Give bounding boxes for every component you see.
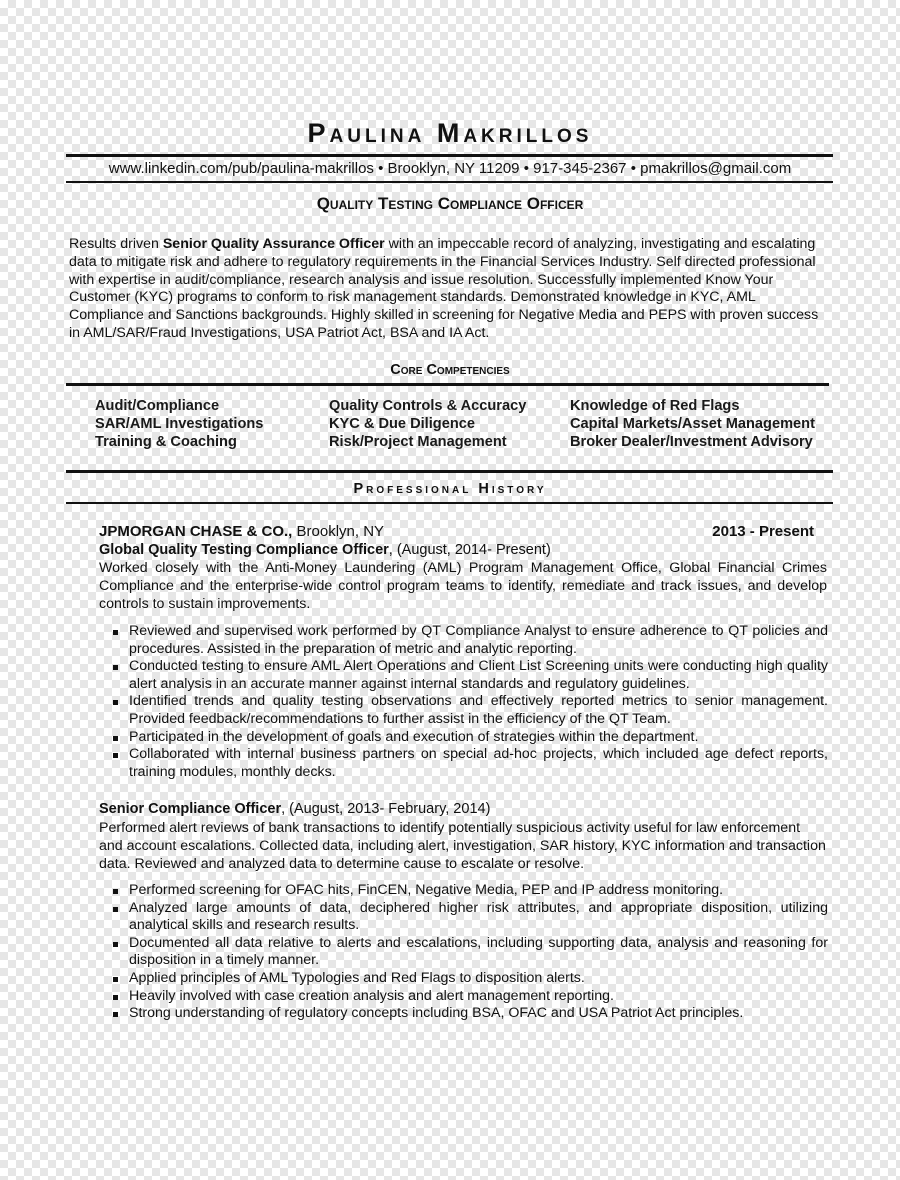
- summary-body: with an impeccable record of analyzing, investigating and escalating data to mitigate risk and adhere to regulatory requirements in the Financial Services Industry. Self directed professional with expertise in audit/compliance, research analysis and issue resolution. Successfully implemented Know Your Customer (KYC) programs to conform to risk management standards. Demonstrated knowledge in KYC, AML Compliance and Sanctions backgrounds. Highly skilled in screening for Negative Media and PEPS with proven success in AML/SAR/Fraud Investigations, USA Patriot Act, BSA and IA Act.: [69, 236, 819, 341]
- competency-item: KYC & Due Diligence: [329, 415, 475, 432]
- summary-paragraph: [69, 236, 829, 343]
- bullet-item: Heavily involved with case creation analysis and alert management reporting.: [112, 988, 828, 1006]
- role-bullets: [112, 882, 828, 1023]
- bullet-item: Participated in the development of goals and execution of strategies within the department.: [112, 729, 828, 747]
- competency-item: Knowledge of Red Flags: [570, 398, 740, 414]
- competency-item: Broker Dealer/Investment Advisory: [570, 433, 813, 450]
- role-description: Performed alert reviews of bank transactions to identify potentially suspicious activity useful for law enforcement and account escalations. Collected data, including alert, investigation, SAR history, KYC information and transaction data. Reviewed and analyzed data to determine cause to escalate or resolve.: [99, 820, 826, 872]
- bullet-item: Analyzed large amounts of data, deciphered higher risk attributes, and appropriate disposition, utilizing analytical skills and research results.: [112, 900, 828, 935]
- role-description: Worked closely with the Anti-Money Laundering (AML) Program Management Office, Global Financial Crimes Compliance and the enterprise-wide control program teams to identify, remediate and track issues, and develop controls to sustain improvements.: [99, 560, 827, 612]
- bullet-item: Strong understanding of regulatory concepts including BSA, OFAC and USA Patriot Act principles.: [112, 1005, 828, 1023]
- role-title: Global Quality Testing Compliance Officer: [99, 542, 389, 558]
- contact-rule: [66, 181, 833, 183]
- bullet-item: Documented all data relative to alerts and escalations, including supporting data, analysis and reasoning for disposition in a timely manner.: [112, 935, 828, 970]
- bullet-item: Identified trends and quality testing observations and effectively reported metrics to senior management. Provided feedback/recommendations to further assist in the efficiency of the QT Team.: [112, 693, 828, 728]
- contact-line: www.linkedin.com/pub/paulina-makrillos • Brooklyn, NY 11209 • 917-345-2367 • pmakrillos@gmail.com: [108, 160, 792, 177]
- professional-history-heading: Professional History: [353, 481, 547, 497]
- job-title: Quality Testing Compliance Officer: [316, 194, 584, 213]
- core-competencies-heading: Core Competencies: [390, 362, 510, 378]
- candidate-name: Paulina Makrillos: [307, 118, 593, 148]
- competency-column-2: [329, 398, 526, 451]
- history-rule: [66, 502, 833, 504]
- competency-item: Capital Markets/Asset Management: [570, 415, 815, 432]
- bullet-item: Conducted testing to ensure AML Alert Operations and Client List Screening units were conducting high quality alert analysis in an accurate manner against internal standards and regulatory guidelines.: [112, 658, 828, 693]
- competency-item: Training & Coaching: [95, 433, 237, 450]
- competency-item: Audit/Compliance: [95, 398, 220, 414]
- competency-item: SAR/AML Investigations: [95, 415, 264, 432]
- summary-intro: Results driven: [69, 236, 163, 252]
- competency-item: Risk/Project Management: [329, 433, 507, 450]
- header-rule: [66, 154, 833, 157]
- role-heading: [99, 801, 490, 817]
- bullet-item: Performed screening for OFAC hits, FinCEN, Negative Media, PEP and IP address monitoring.: [112, 882, 828, 900]
- bullet-item: Reviewed and supervised work performed by QT Compliance Analyst to ensure adherence to QT policies and procedures. Assisted in the preparation of metric and analytic reporting.: [112, 623, 828, 658]
- bullet-item: Applied principles of AML Typologies and Red Flags to disposition alerts.: [112, 970, 828, 988]
- competency-column-1: [95, 398, 263, 451]
- competency-item: Quality Controls & Accuracy: [329, 398, 527, 414]
- role-period: , (August, 2014- Present): [388, 542, 551, 558]
- company-name: JPMORGAN CHASE & CO.,: [99, 523, 293, 540]
- employment-dates: 2013 - Present: [712, 523, 814, 540]
- role-heading: [99, 542, 551, 558]
- core-rule-top: [66, 383, 829, 386]
- bullet-item: Collaborated with internal business partners on special ad-hoc projects, which included age defect reports, training modules, monthly decks.: [112, 746, 828, 781]
- role-period: , (August, 2013- February, 2014): [281, 801, 491, 817]
- summary-highlight: Senior Quality Assurance Officer: [162, 236, 385, 252]
- role-bullets: [112, 623, 828, 781]
- role-title: Senior Compliance Officer: [99, 801, 282, 817]
- company-location: Brooklyn, NY: [292, 523, 385, 540]
- employer-line: [99, 523, 814, 540]
- competency-column-3: [570, 398, 815, 451]
- core-rule-bottom: [66, 470, 833, 473]
